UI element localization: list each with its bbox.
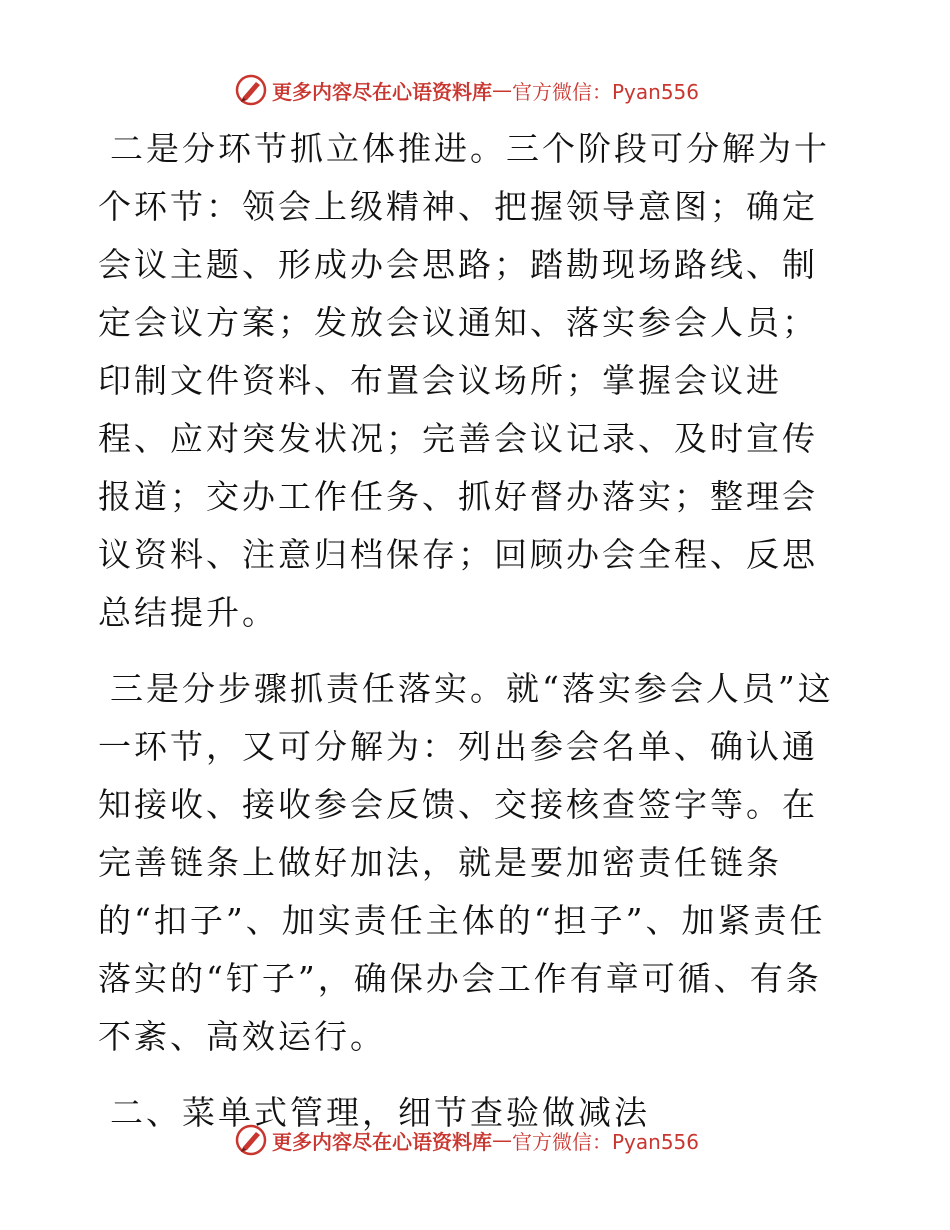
watermark-sub-text: 官方微信：Pyan556 — [512, 79, 700, 104]
watermark-main-text: 更多内容尽在心语资料库 — [272, 79, 492, 104]
section-heading: 二、菜单式管理，细节查验做减法 — [110, 1093, 650, 1132]
pen-logo-icon — [234, 1123, 268, 1157]
watermark-main-text: 更多内容尽在心语资料库 — [272, 1129, 492, 1154]
header-watermark — [234, 73, 699, 107]
footer-watermark — [234, 1123, 699, 1157]
document-body — [98, 120, 853, 1142]
watermark-separator: — — [492, 78, 512, 102]
paragraph-1: 二是分环节抓立体推进。三个阶段可分解为十个环节：领会上级精神、把握领导意图；确定会议主题、形成办会思路；踏勘现场路线、制定会议方案；发放会议通知、落实参会人员；印制文件资料、布置会议场所；掌握会议进程、应对突发状况；完善会议记录、及时宣传报道；交办工作任务、抓好督办落实；整理会议资料、注意归档保存；回顾办会全程、反思总结提升。 — [98, 129, 830, 632]
watermark-sub-text: 官方微信：Pyan556 — [512, 1129, 700, 1154]
watermark-separator: — — [492, 1128, 512, 1152]
pen-logo-icon — [234, 73, 268, 107]
paragraph-2: 三是分步骤抓责任落实。就“落实参会人员”这一环节，又可分解为：列出参会名单、确认通知接收、接收参会反馈、交接核查签字等。在完善链条上做好加法，就是要加密责任链条的“扣子”、加实责任主体的“担子”、加紧责任落实的“钉子”，确保办会工作有章可循、有条不紊、高效运行。 — [98, 669, 834, 1056]
